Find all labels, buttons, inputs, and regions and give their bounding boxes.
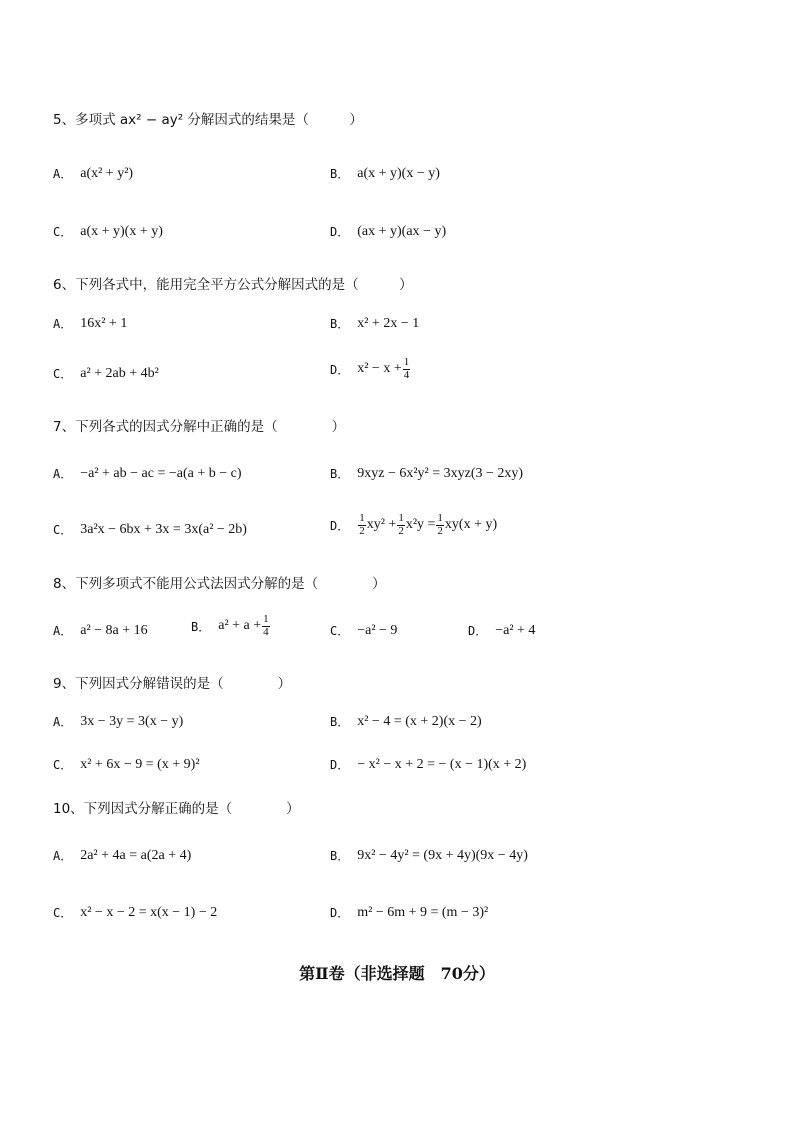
question-6-stem: 6、下列各式中，能用完全平方公式分解因式的是（ ） <box>53 277 413 293</box>
section-title: 第Ⅱ卷（非选择题 70分） <box>299 964 495 983</box>
q9-option-d[interactable] <box>330 756 526 773</box>
option-text-part-2: x²y = <box>405 517 436 533</box>
option-label: D． <box>330 362 350 377</box>
option-label: B． <box>330 849 350 863</box>
fraction-numerator: 1 <box>398 512 404 524</box>
q10-option-b[interactable] <box>330 847 528 864</box>
option-text: x² − 4 = (x + 2)(x − 2) <box>357 713 482 729</box>
question-7-stem: 7、下列各式的因式分解中正确的是（ ） <box>53 419 346 435</box>
option-text: 9xyz − 6x²y² = 3xyz(3 − 2xy) <box>357 465 524 481</box>
fraction-denominator: 4 <box>403 368 410 381</box>
option-text: 3x − 3y = 3(x − y) <box>80 713 184 729</box>
q10-option-c[interactable] <box>53 904 217 921</box>
q5-option-a[interactable] <box>53 165 133 182</box>
option-label: B． <box>330 167 350 181</box>
q9-option-b[interactable] <box>330 713 482 730</box>
option-label: D． <box>330 225 350 239</box>
option-label: C． <box>53 906 73 920</box>
option-label: D． <box>330 518 350 533</box>
option-label: D． <box>330 906 350 920</box>
option-label: A． <box>53 624 73 638</box>
q7-option-c[interactable] <box>53 521 247 538</box>
option-label: A． <box>53 715 73 729</box>
q7-option-b[interactable] <box>330 465 523 482</box>
question-5-stem: 5、多项式 ax² − ay² 分解因式的结果是（ ） <box>53 112 363 128</box>
fraction-numerator: 1 <box>359 512 365 524</box>
option-label: A． <box>53 317 73 331</box>
option-text: m² − 6m + 9 = (m − 3)² <box>357 904 489 920</box>
option-label: C． <box>53 758 73 772</box>
q5-option-c[interactable] <box>53 223 163 240</box>
q5-option-d[interactable] <box>330 223 446 240</box>
fraction <box>436 513 444 537</box>
option-label: A． <box>53 467 73 481</box>
question-8-stem: 8、下列多项式不能用公式法因式分解的是（ ） <box>53 576 386 592</box>
option-text: 2a² + 4a = a(2a + 4) <box>80 847 192 863</box>
fraction <box>403 357 411 381</box>
q7-option-a[interactable] <box>53 465 242 482</box>
option-text: a(x + y)(x − y) <box>357 165 440 181</box>
option-text: −a² + ab − ac = −a(a + b − c) <box>80 465 242 481</box>
q8-option-b[interactable] <box>191 614 271 638</box>
q10-option-d[interactable] <box>330 904 488 921</box>
q7-option-d[interactable] <box>330 513 497 537</box>
option-label: B． <box>330 467 350 481</box>
option-text: x² + 6x − 9 = (x + 9)² <box>80 756 200 772</box>
q8-option-c[interactable] <box>330 622 397 639</box>
fraction <box>358 513 366 537</box>
q6-option-d[interactable] <box>330 357 411 381</box>
option-text-part-3: xy(x + y) <box>444 517 498 533</box>
option-text: a² + 2ab + 4b² <box>80 365 159 381</box>
option-label: C． <box>53 523 73 537</box>
fraction-numerator: 1 <box>403 356 410 368</box>
option-text: 16x² + 1 <box>80 315 128 331</box>
q6-option-b[interactable] <box>330 315 419 332</box>
option-label: A． <box>53 849 73 863</box>
option-label: B． <box>330 317 350 331</box>
option-text: x² − x + <box>357 361 402 377</box>
option-label: C． <box>53 225 73 239</box>
q8-option-d[interactable] <box>468 622 535 639</box>
option-text: 9x² − 4y² = (9x + 4y)(9x − 4y) <box>357 847 528 863</box>
option-text: a(x + y)(x + y) <box>80 223 163 239</box>
fraction-denominator: 2 <box>437 524 443 537</box>
q10-option-a[interactable] <box>53 847 191 864</box>
question-9-stem: 9、下列因式分解错误的是（ ） <box>53 676 292 692</box>
option-text: − x² − x + 2 = − (x − 1)(x + 2) <box>357 756 527 772</box>
q8-option-a[interactable] <box>53 622 148 639</box>
fraction-denominator: 4 <box>263 625 269 638</box>
fraction <box>397 513 405 537</box>
option-text: −a² + 4 <box>495 622 536 638</box>
option-label: C． <box>330 624 350 638</box>
option-text: x² + 2x − 1 <box>357 315 420 331</box>
fraction <box>262 614 270 638</box>
option-label: A． <box>53 167 73 181</box>
option-text-part-1: xy² + <box>366 517 397 533</box>
option-text: a(x² + y²) <box>80 165 134 181</box>
option-label: B． <box>330 715 350 729</box>
option-text: a² + a + <box>218 618 262 634</box>
option-text: 3a²x − 6bx + 3x = 3x(a² − 2b) <box>80 521 247 537</box>
option-text: x² − x − 2 = x(x − 1) − 2 <box>80 904 218 920</box>
question-10-stem: 10、下列因式分解正确的是（ ） <box>53 801 300 817</box>
option-text: a² − 8a + 16 <box>80 622 148 638</box>
q9-option-a[interactable] <box>53 713 183 730</box>
fraction-denominator: 2 <box>359 524 365 537</box>
q6-option-c[interactable] <box>53 365 159 382</box>
fraction-denominator: 2 <box>398 524 404 537</box>
option-label: D． <box>330 758 350 772</box>
option-label: D． <box>468 624 488 638</box>
q5-option-b[interactable] <box>330 165 440 182</box>
fraction-numerator: 1 <box>437 512 443 524</box>
option-text: −a² − 9 <box>357 622 398 638</box>
q6-option-a[interactable] <box>53 315 127 332</box>
option-label: C． <box>53 367 73 381</box>
option-text: (ax + y)(ax − y) <box>357 223 447 239</box>
option-label: B． <box>191 619 211 634</box>
fraction-numerator: 1 <box>263 613 269 625</box>
q9-option-c[interactable] <box>53 756 200 773</box>
